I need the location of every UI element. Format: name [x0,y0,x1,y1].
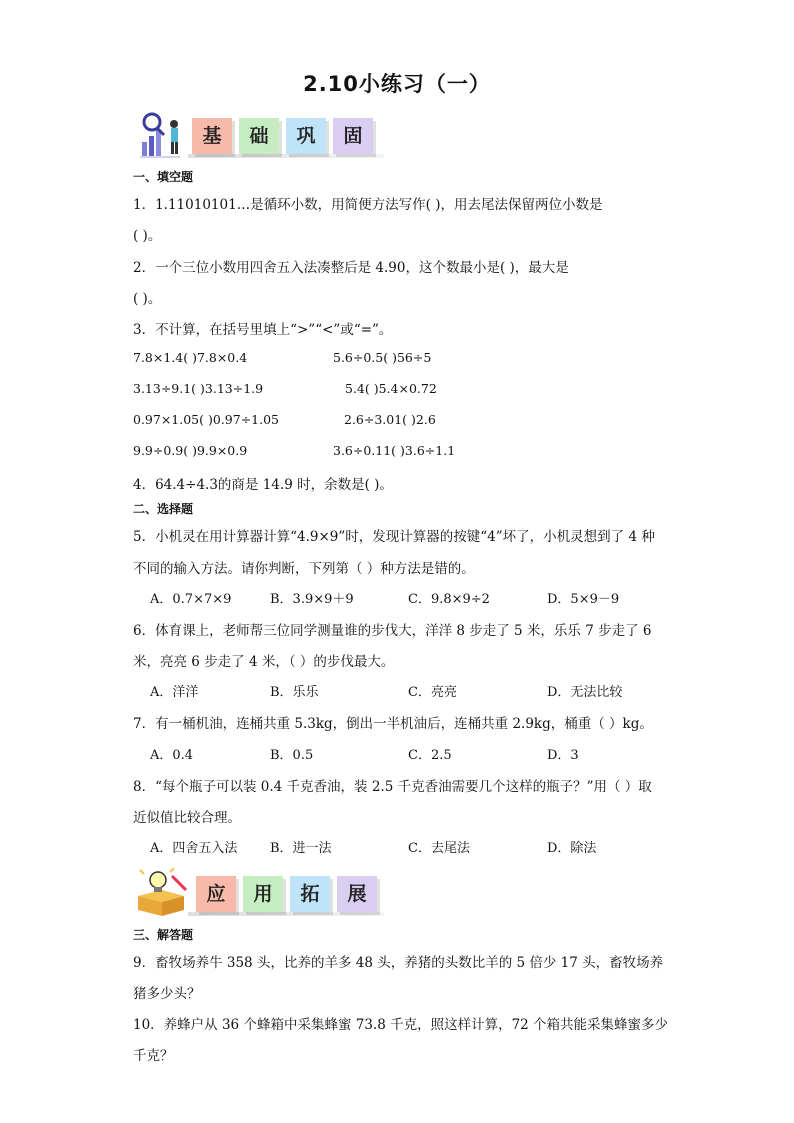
q3-item: 9.9÷0.9( )9.9×0.9 [133,443,248,458]
q1-line2: ( )。 [133,228,162,244]
option-a: A．四舍五入法 [150,841,238,856]
section-heading-answer: 三、解答题 [133,928,194,942]
q2-line1: 2．一个三位小数用四舍五入法凑整后是 4.90，这个数最小是( )，最大是 [133,260,569,276]
banner-basic [132,110,392,160]
banner-shadow [188,912,384,916]
q10-line1: 10．养蜂户从 36 个蜂箱中采集蜂蜜 73.8 千克，照这样计算，72 个箱共能采集蜂蜜多少 [133,1017,669,1033]
q3-item: 3.6÷0.11( )3.6÷1.1 [333,443,456,458]
q3-item: 5.6÷0.5( )56÷5 [333,350,432,365]
option-c: C．9.8×9÷2 [408,592,490,607]
option-d: D．3 [547,748,579,763]
page-title: 2.10小练习（一） [303,72,491,96]
q3-item: 7.8×1.4( )7.8×0.4 [133,350,248,365]
q6-line1: 6．体育课上，老师帮三位同学测量谁的步伐大，洋洋 8 步走了 5 米，乐乐 7 步走了 6 [133,623,652,639]
q8-line1: 8．“每个瓶子可以装 0.4 千克香油，装 2.5 千克香油需要几个这样的瓶子？”用（ ）取 [133,779,652,795]
q9-line2: 猪多少头？ [133,986,201,1002]
banner-tile-2: 础 [239,118,279,154]
q2-line2: ( )。 [133,291,162,307]
q4-line: 4．64.4÷4.3的商是 14.9 时，余数是( )。 [133,477,393,493]
banner-tile-3: 拓 [290,876,330,912]
banner-tile-1: 基 [192,118,232,154]
q3-item: 3.13÷9.1( )3.13÷1.9 [133,381,264,396]
section-heading-fill: 一、填空题 [133,170,194,184]
option-d: D．除法 [547,841,597,856]
option-c: C．去尾法 [408,841,470,856]
banner-tile-1: 应 [196,876,236,912]
option-b: B．3.9×9＋9 [270,592,354,607]
q3-item: 2.6÷3.01( )2.6 [344,412,436,427]
option-b: B．乐乐 [270,685,319,700]
option-b: B．0.5 [270,748,314,763]
q10-line2: 千克？ [133,1048,174,1064]
q3-item: 0.97×1.05( )0.97÷1.05 [133,412,280,427]
q3-line1: 3．不计算，在括号里填上“>”“<”或“=”。 [133,322,393,338]
option-c: C．亮亮 [408,685,457,700]
q7-line1: 7．有一桶机油，连桶共重 5.3kg，倒出一半机油后，连桶共重 2.9kg，桶重（ ）kg。 [133,716,653,732]
banner-application [132,868,392,918]
banner-tile-4: 展 [337,876,377,912]
banner-tile-3: 巩 [286,118,326,154]
q5-line1: 5．小机灵在用计算器计算“4.9×9”时，发现计算器的按键“4”坏了，小机灵想到了 4 种 [133,529,655,545]
option-b: B．进一法 [270,841,332,856]
option-a: A．0.4 [150,748,194,763]
magnifier-person-icon [132,110,190,160]
q9-line1: 9．畜牧场养牛 358 头，比养的羊多 48 头，养猪的头数比羊的 5 倍少 17 头，畜牧场养 [133,955,664,971]
q6-line2: 米，亮亮 6 步走了 4 米，（ ）的步伐最大。 [133,654,395,670]
section-heading-choice: 二、选择题 [133,502,194,516]
option-d: D．无法比较 [547,685,623,700]
banner-tile-2: 用 [243,876,283,912]
q5-line2: 不同的输入方法。请你判断，下列第（ ）种方法是错的。 [133,561,475,577]
option-a: A．0.7×7×9 [150,592,232,607]
option-a: A．洋洋 [150,685,199,700]
q8-line2: 近似值比较合理。 [133,810,241,826]
option-d: D．5×9－9 [547,592,620,607]
lightbulb-box-icon [132,868,190,918]
banner-shadow [188,154,384,158]
option-c: C．2.5 [408,748,452,763]
banner-tile-4: 固 [333,118,373,154]
q1-line1: 1．1.11010101…是循环小数，用简便方法写作( )，用去尾法保留两位小数是 [133,197,603,213]
q3-item: 5.4( )5.4×0.72 [345,381,437,396]
